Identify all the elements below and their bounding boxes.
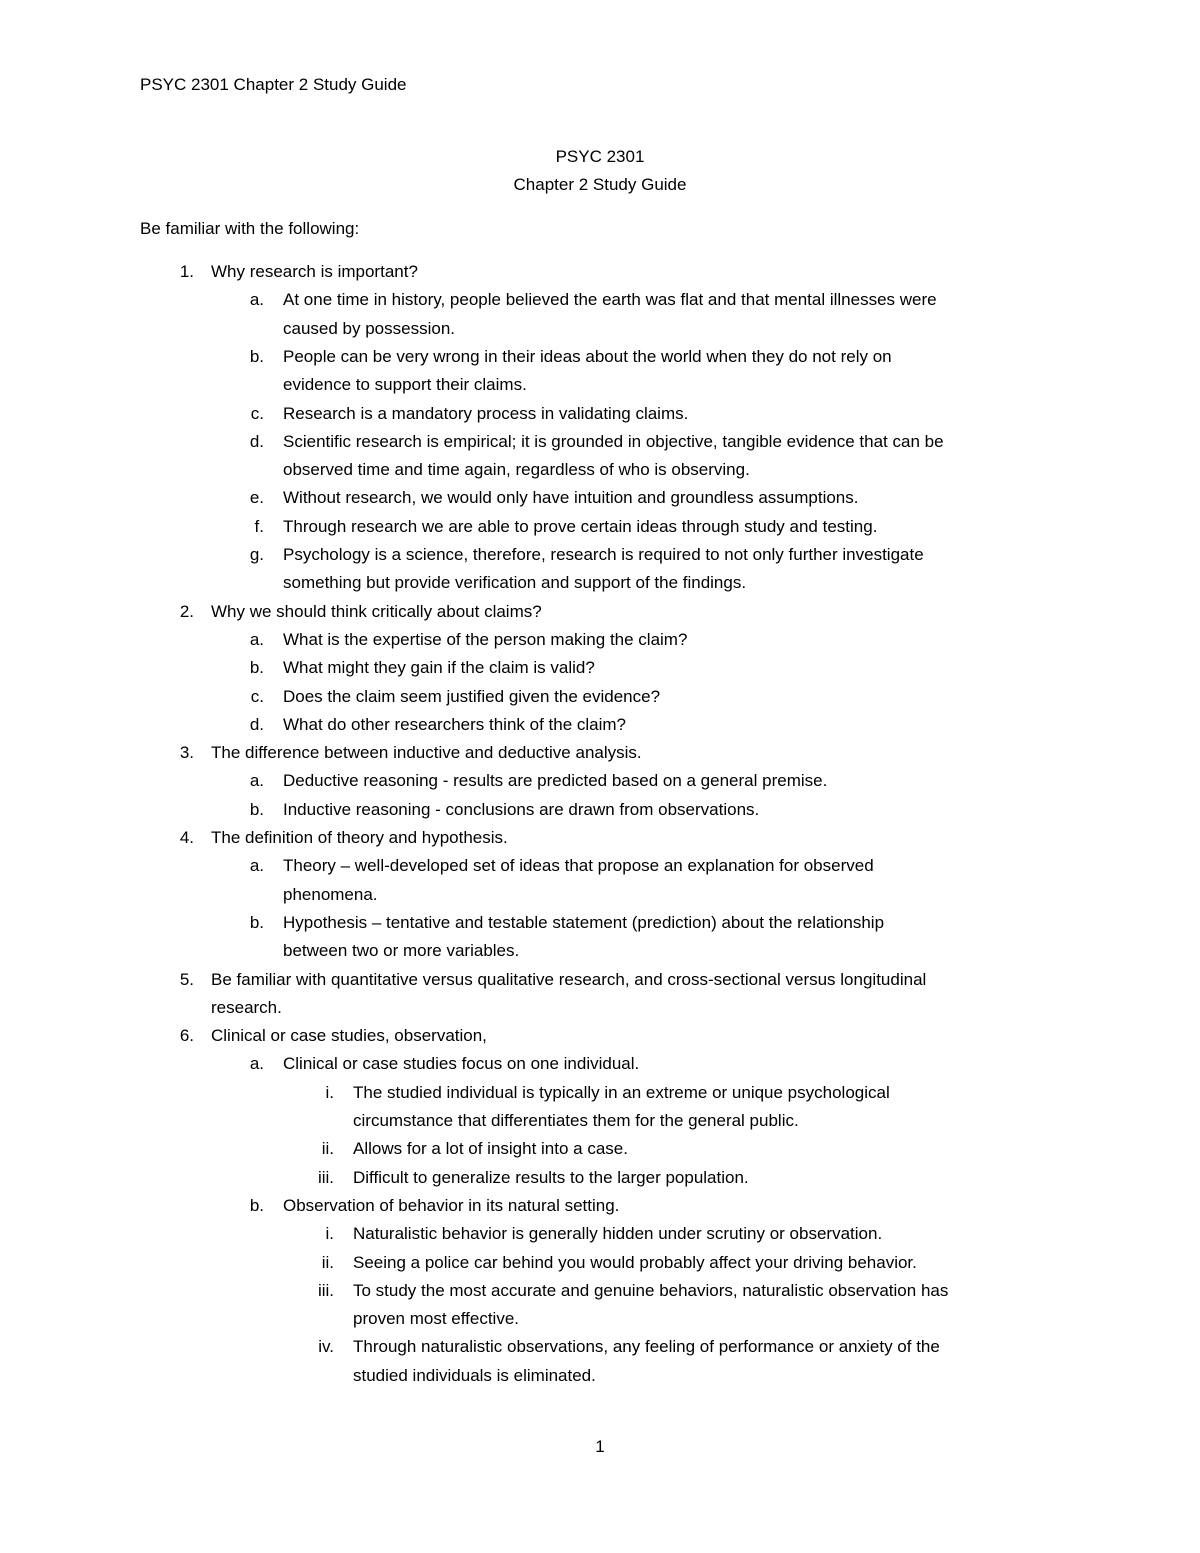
subsubitem-text: studied individuals is eliminated. bbox=[353, 1365, 596, 1385]
subitem-text: Research is a mandatory process in validating claims. bbox=[283, 403, 689, 423]
subitem-letter: g. bbox=[249, 545, 264, 564]
subsubitem-text: Naturalistic behavior is generally hidden under scrutiny or observation. bbox=[353, 1224, 883, 1244]
subitem-roman: iii. bbox=[317, 1167, 334, 1187]
subitem-roman: ii. bbox=[321, 1139, 334, 1159]
subitem-text: phenomena. bbox=[283, 884, 378, 904]
list-item-text: The difference between inductive and deductive analysis. bbox=[211, 743, 642, 763]
document-title-course: PSYC 2301 bbox=[555, 147, 645, 166]
subitem-text: Without research, we would only have intuition and groundless assumptions. bbox=[283, 488, 859, 508]
subsubitem-text: Seeing a police car behind you would probably affect your driving behavior. bbox=[353, 1252, 917, 1272]
item-number: 4. bbox=[179, 828, 194, 847]
list-item-text: research. bbox=[211, 997, 282, 1017]
subsubitem-text: Difficult to generalize results to the larger population. bbox=[353, 1167, 749, 1187]
subitem-roman: i. bbox=[325, 1082, 334, 1102]
subitem-text: Clinical or case studies focus on one individual. bbox=[283, 1054, 640, 1074]
page-number: 1 bbox=[595, 1437, 605, 1456]
subitem-roman: ii. bbox=[321, 1252, 334, 1272]
subitem-text: Does the claim seem justified given the evidence? bbox=[283, 686, 661, 706]
subitem-text: People can be very wrong in their ideas about the world when they do not rely on bbox=[283, 346, 892, 366]
list-item-text: Be familiar with quantitative versus qualitative research, and cross-sectional versus longitudinal bbox=[211, 969, 927, 989]
subitem-letter: d. bbox=[249, 431, 264, 451]
subitem-letter: d. bbox=[249, 714, 264, 734]
subitem-letter: e. bbox=[249, 488, 264, 508]
subitem-letter: b. bbox=[249, 658, 264, 678]
subitem-letter: a. bbox=[249, 1054, 264, 1074]
subitem-roman: iii. bbox=[317, 1280, 334, 1300]
subitem-text: What is the expertise of the person making the claim? bbox=[283, 629, 688, 649]
list-item-text: Why research is important? bbox=[211, 262, 418, 281]
item-number: 3. bbox=[179, 743, 194, 763]
subitem-letter: c. bbox=[250, 686, 264, 706]
subitem-text: observed time and time again, regardless of who is observing. bbox=[283, 460, 750, 480]
subitem-text: between two or more variables. bbox=[283, 941, 520, 961]
subitem-text: Theory – well-developed set of ideas that propose an explanation for observed bbox=[283, 856, 874, 876]
subsubitem-text: The studied individual is typically in an extreme or unique psychological bbox=[353, 1082, 890, 1102]
subitem-text: Hypothesis – tentative and testable statement (prediction) about the relationship bbox=[283, 912, 885, 932]
subitem-text: What might they gain if the claim is valid? bbox=[283, 658, 595, 678]
subitem-text: Through research we are able to prove certain ideas through study and testing. bbox=[283, 516, 878, 536]
subitem-roman: i. bbox=[325, 1224, 334, 1244]
subitem-text: What do other researchers think of the claim? bbox=[283, 714, 626, 734]
subitem-letter: b. bbox=[249, 799, 264, 819]
subsubitem-text: proven most effective. bbox=[353, 1309, 519, 1329]
list-item-text: Clinical or case studies, observation, bbox=[211, 1026, 487, 1046]
page-header: PSYC 2301 Chapter 2 Study Guide bbox=[140, 75, 407, 94]
subsubitem-text: To study the most accurate and genuine behaviors, naturalistic observation has bbox=[353, 1280, 949, 1300]
intro-text: Be familiar with the following: bbox=[140, 219, 360, 238]
subsubitem-text: Allows for a lot of insight into a case. bbox=[353, 1139, 628, 1159]
subitem-letter: a. bbox=[249, 771, 264, 791]
subitem-letter: f. bbox=[254, 516, 264, 536]
subitem-text: At one time in history, people believed the earth was flat and that mental illnesses were bbox=[283, 290, 937, 310]
item-number: 1. bbox=[179, 262, 194, 281]
subitem-text: Inductive reasoning - conclusions are drawn from observations. bbox=[283, 799, 760, 819]
item-number: 6. bbox=[179, 1026, 194, 1046]
item-number: 5. bbox=[179, 969, 194, 989]
subitem-letter: a. bbox=[249, 856, 264, 876]
subitem-text: evidence to support their claims. bbox=[283, 375, 527, 395]
subitem-text: Deductive reasoning - results are predicted based on a general premise. bbox=[283, 771, 828, 791]
subitem-text: caused by possession. bbox=[283, 318, 455, 338]
subitem-roman: iv. bbox=[318, 1337, 334, 1357]
subitem-letter: b. bbox=[249, 346, 264, 366]
subitem-text: Observation of behavior in its natural setting. bbox=[283, 1195, 620, 1215]
subitem-letter: a. bbox=[249, 629, 264, 649]
subitem-letter: b. bbox=[249, 912, 264, 932]
subsubitem-text: Through naturalistic observations, any feeling of performance or anxiety of the bbox=[353, 1337, 940, 1357]
subitem-letter: a. bbox=[249, 290, 264, 310]
subitem-text: something but provide verification and support of the findings. bbox=[283, 573, 747, 593]
document-title-guide: Chapter 2 Study Guide bbox=[513, 175, 687, 194]
subsubitem-text: circumstance that differentiates them for the general public. bbox=[353, 1111, 799, 1130]
item-number: 2. bbox=[179, 601, 194, 621]
list-item-text: The definition of theory and hypothesis. bbox=[211, 828, 508, 847]
subitem-letter: c. bbox=[250, 403, 264, 423]
subitem-letter: b. bbox=[249, 1195, 264, 1215]
subitem-text: Scientific research is empirical; it is grounded in objective, tangible evidence that can be bbox=[283, 431, 944, 451]
subitem-text: Psychology is a science, therefore, research is required to not only further investigate bbox=[283, 545, 924, 564]
list-item-text: Why we should think critically about claims? bbox=[211, 601, 542, 621]
